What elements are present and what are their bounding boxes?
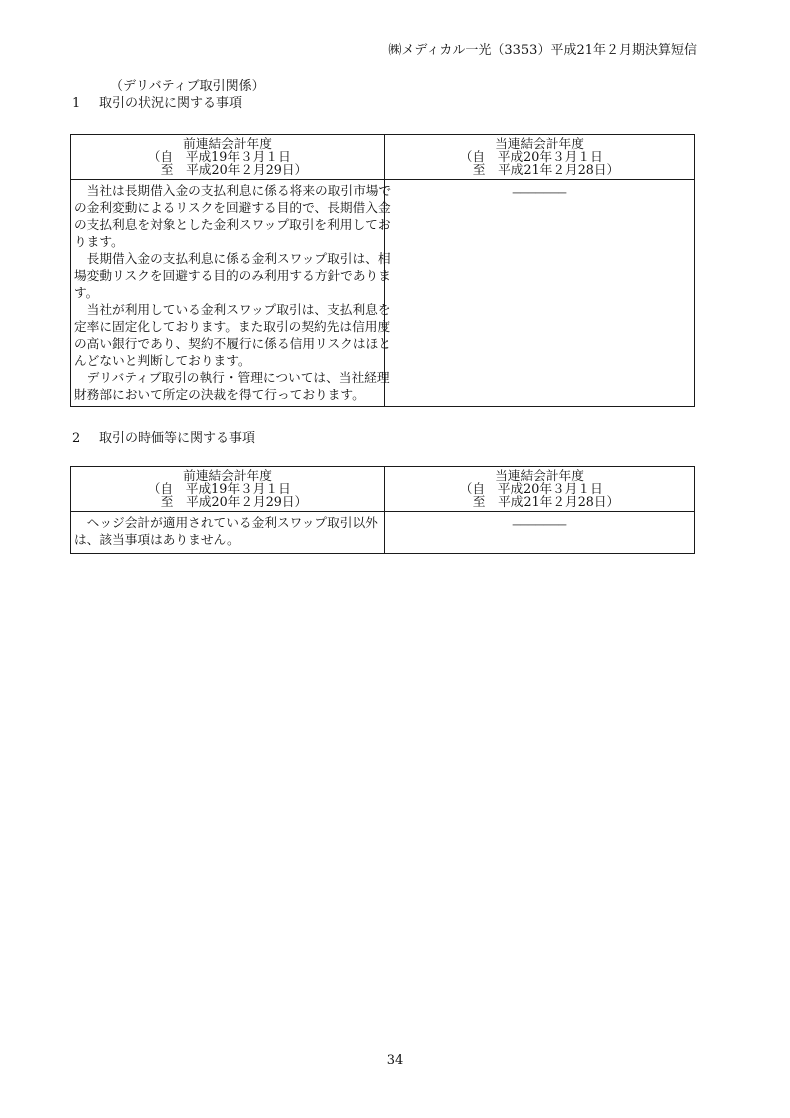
table-1-curr-year-content [385,180,694,406]
text-line: 当社は長期借入金の支払利息に係る将来の取引市場で [74,183,392,198]
prev-fiscal-year-from: （自 平成19年３月１日 [147,481,291,496]
text-line: 長期借入金の支払利息に係る金利スワップ取引は、相 [74,251,391,266]
text-line: 定率に固定化しております。また取引の契約先は信用度 [74,319,391,334]
table-1-prev-fiscal-year-header [71,135,385,179]
prev-fiscal-year-to: 至 平成20年２月29日） [160,494,308,509]
text-line: の高い銀行であり、契約不履行に係る信用リスクはほと [74,336,391,351]
table-2-body-row [71,512,694,553]
section-1-title: 取引の状況に関する事項 [99,96,243,111]
text-line: デリバティブ取引の執行・管理については、当社経理 [74,370,390,385]
prev-fiscal-year-dates [148,150,307,176]
prev-fiscal-year-dates [148,482,307,508]
transaction-status-table [70,134,695,407]
curr-fiscal-year-dates [460,482,619,508]
table-2-curr-year-content [385,512,694,553]
curr-fiscal-year-label: 当連結会計年度 [495,468,584,483]
transaction-fair-value-table [70,466,695,554]
table-1-prev-year-content [71,180,392,406]
text-line: 当社が利用している金利スワップ取引は、支払利息を [74,302,391,317]
table-2-prev-year-content [71,512,385,553]
table-2-header-row [71,467,694,512]
no-data-dash: ─────── [512,518,567,531]
derivatives-section-label: （デリバティブ取引関係） [110,79,265,94]
table-1-header-row [71,135,694,180]
curr-fiscal-year-dates [460,150,619,176]
prev-fiscal-year-label: 前連結会計年度 [183,136,272,151]
section-2-title: 取引の時価等に関する事項 [99,431,256,446]
section-1-heading [72,96,242,112]
text-line: ヘッジ会計が適用されている金利スワップ取引以外 [74,515,378,530]
table-1-body-row [71,180,694,406]
curr-fiscal-year-from: （自 平成20年３月１日 [459,149,603,164]
text-line: は、該当事項はありません。 [74,532,240,547]
text-line: 場変動リスクを回避する目的のみ利用する方針でありま [74,268,391,283]
text-line: す。 [74,285,99,300]
table-2-prev-fiscal-year-header [71,467,385,511]
curr-fiscal-year-to: 至 平成21年２月28日） [472,162,620,177]
text-line: の支払利息を対象とした金利スワップ取引を利用してお [74,217,391,232]
text-line: んどないと判断しております。 [74,353,251,368]
curr-fiscal-year-to: 至 平成21年２月28日） [472,494,620,509]
text-line: ります。 [74,234,124,249]
curr-fiscal-year-label: 当連結会計年度 [495,136,584,151]
curr-fiscal-year-from: （自 平成20年３月１日 [459,481,603,496]
section-1-number: 1 [72,96,81,111]
text-line: の金利変動によるリスクを回避する目的で、長期借入金 [74,200,391,215]
page-number: 34 [386,1053,404,1068]
document-header: ㈱メディカル一光（3353）平成21年２月期決算短信 [388,43,697,58]
section-2-heading [72,431,255,447]
table-2-curr-fiscal-year-header [385,467,694,511]
prev-fiscal-year-label: 前連結会計年度 [183,468,272,483]
prev-fiscal-year-from: （自 平成19年３月１日 [147,149,291,164]
no-data-dash: ─────── [512,186,567,199]
table-1-curr-fiscal-year-header [385,135,694,179]
section-2-number: 2 [72,431,81,446]
prev-fiscal-year-to: 至 平成20年２月29日） [160,162,308,177]
text-line: 財務部において所定の決裁を得て行っております。 [74,387,365,402]
